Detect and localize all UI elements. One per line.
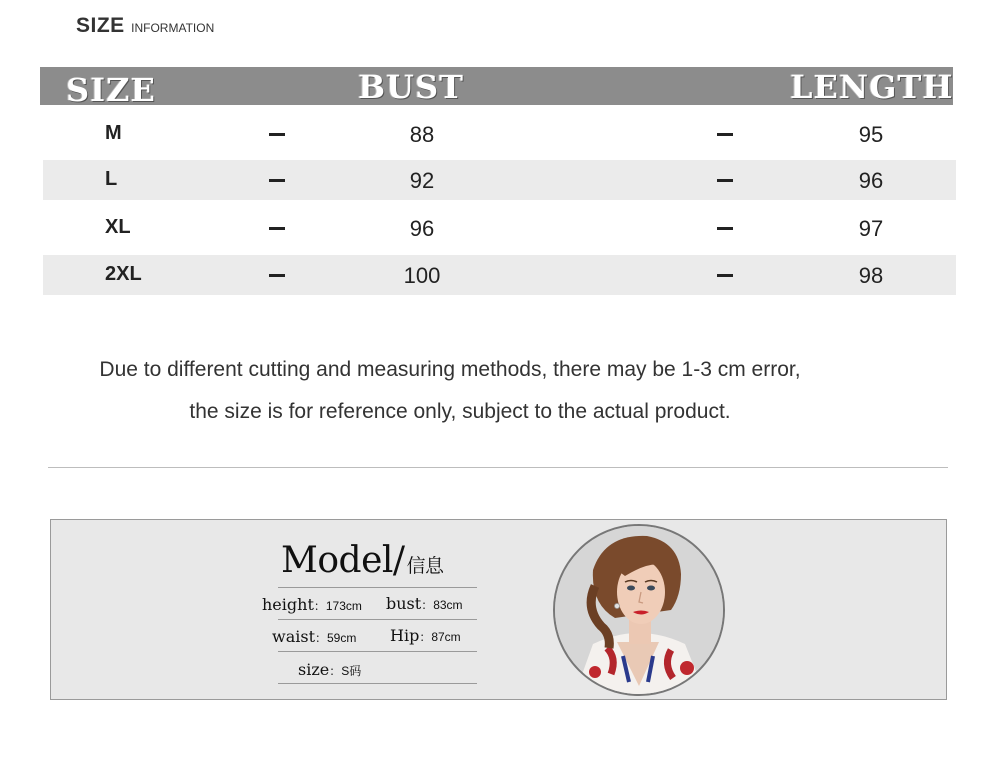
- size-row-2xl: [43, 255, 956, 295]
- section-title-sub: INFORMATION: [131, 21, 215, 35]
- dash-separator: [269, 179, 285, 182]
- waist-label: waist: [272, 627, 315, 646]
- bust-value: 92: [409, 168, 435, 193]
- model-hip: [390, 626, 461, 646]
- dash-separator: [717, 227, 733, 230]
- length-value: 96: [858, 168, 884, 193]
- dash-separator: [717, 133, 733, 136]
- length-value: 95: [858, 122, 884, 147]
- dash-separator: [269, 227, 285, 230]
- section-title: [76, 14, 214, 38]
- header-length: LENGTH: [790, 68, 954, 106]
- model-title-cn: 信息: [406, 555, 444, 577]
- hip-label: Hip: [390, 626, 420, 645]
- bust-value: ：83cm: [421, 598, 463, 612]
- divider: [48, 467, 948, 468]
- info-rule: [278, 683, 477, 684]
- section-title-main: SIZE: [76, 14, 125, 37]
- header-bust: BUST: [358, 68, 464, 106]
- model-size: [298, 660, 361, 680]
- header-size: SIZE: [66, 71, 156, 109]
- hip-value: ：87cm: [419, 630, 461, 644]
- disclaimer-line-1: Due to different cutting and measuring methods, there may be 1-3 cm error,: [99, 358, 801, 381]
- size-row-l: [43, 160, 956, 200]
- model-portrait: [553, 524, 725, 696]
- model-waist: [272, 627, 356, 647]
- model-title-text: Model/: [281, 540, 405, 581]
- height-label: height: [262, 595, 314, 614]
- waist-value: ：59cm: [315, 631, 357, 645]
- size-label: XL: [105, 216, 131, 238]
- length-value: 97: [858, 216, 884, 241]
- size-label: L: [105, 168, 118, 190]
- info-rule: [278, 587, 477, 588]
- size-label: 2XL: [105, 263, 142, 285]
- size-row-m: [43, 114, 956, 154]
- bust-label: bust: [386, 594, 422, 613]
- height-value: ：173cm: [313, 599, 362, 613]
- size-label: size: [298, 660, 330, 679]
- dash-separator: [269, 274, 285, 277]
- info-rule: [278, 619, 477, 620]
- bust-value: 100: [403, 263, 441, 288]
- model-title: [281, 540, 444, 581]
- length-value: 98: [858, 263, 884, 288]
- bust-value: 96: [409, 216, 435, 241]
- bust-value: 88: [409, 122, 435, 147]
- size-row-xl: [43, 208, 956, 248]
- dash-separator: [717, 179, 733, 182]
- model-info-panel: [50, 519, 947, 700]
- dash-separator: [269, 133, 285, 136]
- disclaimer-line-2: the size is for reference only, subject to the actual product.: [189, 400, 731, 423]
- size-label: M: [105, 122, 122, 144]
- info-rule: [278, 651, 477, 652]
- dash-separator: [717, 274, 733, 277]
- size-table-header: [40, 67, 954, 109]
- model-height: [262, 595, 362, 615]
- size-value: ：S码: [329, 664, 362, 678]
- model-portrait-illustration: [555, 526, 723, 694]
- model-bust: [386, 594, 463, 614]
